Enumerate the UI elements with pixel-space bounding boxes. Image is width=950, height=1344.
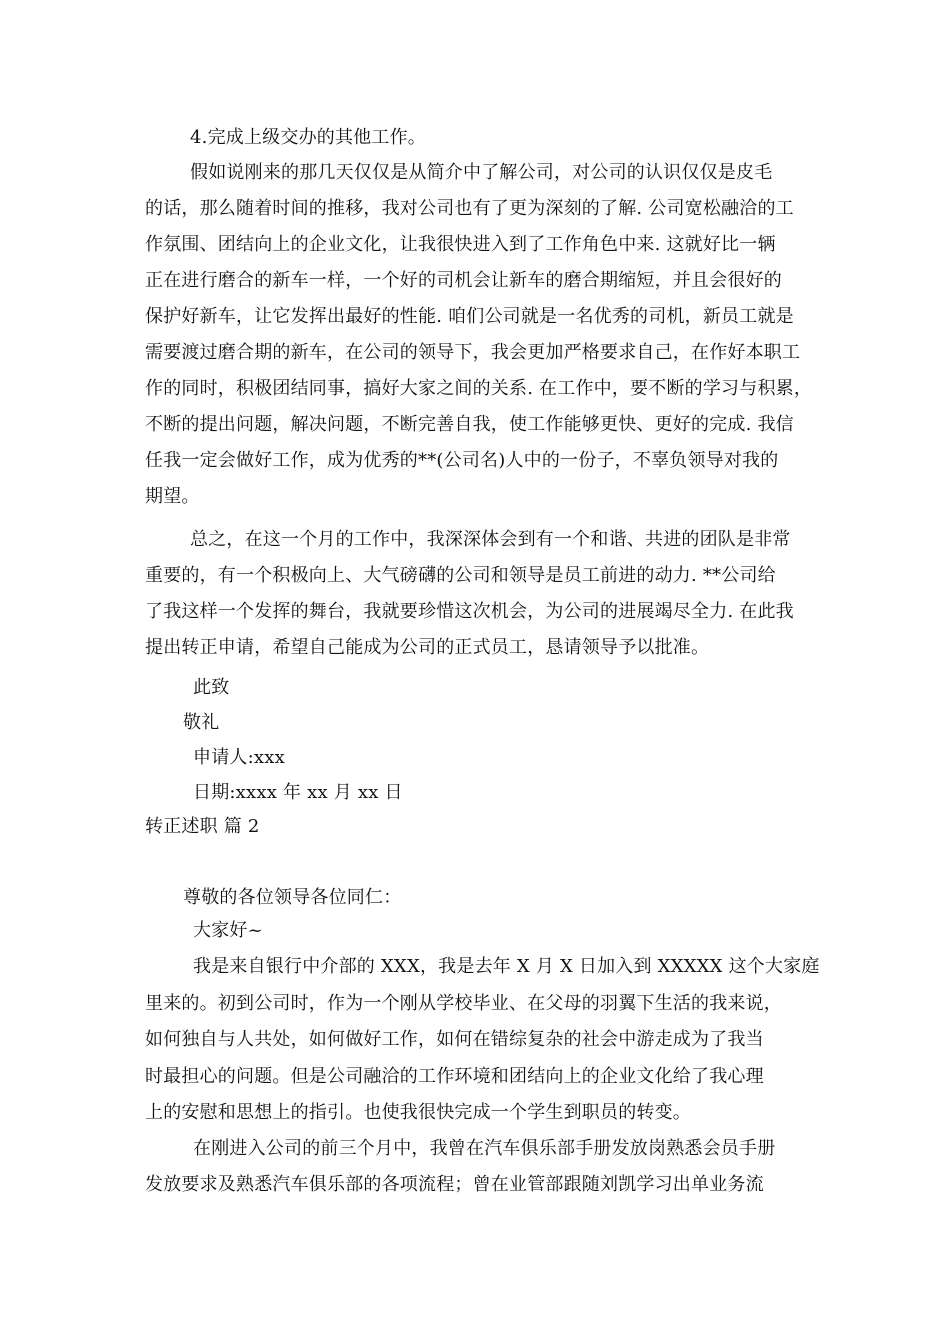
paragraph-line: 作氛围、团结向上的企业文化，让我很快进入到了工作角色中来. 这就好比一辆	[145, 234, 776, 255]
paragraph-line: 里来的。初到公司时，作为一个刚从学校毕业、在父母的羽翼下生活的我来说，	[145, 993, 782, 1014]
section-heading: 转正述职 篇 2	[145, 816, 260, 837]
paragraph-line: 我是来自银行中介部的 XXX，我是去年 X 月 X 日加入到 XXXXX 这个大家庭	[193, 956, 820, 977]
paragraph-line: 的话，那么随着时间的推移，我对公司也有了更为深刻的了解. 公司宽松融洽的工	[145, 198, 794, 219]
paragraph-line: 在刚进入公司的前三个月中，我曾在汽车俱乐部手册发放岗熟悉会员手册	[193, 1138, 776, 1159]
greeting-line: 尊敬的各位领导各位同仁：	[183, 887, 402, 908]
paragraph-line: 正在进行磨合的新车一样，一个好的司机会让新车的磨合期缩短，并且会很好的	[145, 270, 782, 291]
list-item-4: 4.完成上级交办的其他工作。	[190, 127, 426, 148]
paragraph-line: 假如说刚来的那几天仅仅是从简介中了解公司，对公司的认识仅仅是皮毛	[190, 162, 773, 183]
applicant-line: 申请人:xxx	[193, 747, 285, 768]
greeting-line: 大家好~	[193, 920, 263, 941]
closing-salutation: 此致	[193, 677, 230, 698]
paragraph-line: 发放要求及熟悉汽车俱乐部的各项流程；曾在业管部跟随刘凯学习出单业务流	[145, 1174, 764, 1195]
paragraph-line: 提出转正申请，希望自己能成为公司的正式员工，恳请领导予以批准。	[145, 637, 710, 658]
paragraph-line: 总之，在这一个月的工作中，我深深体会到有一个和谐、共进的团队是非常	[190, 529, 791, 550]
paragraph-line: 如何独自与人共处，如何做好工作，如何在错综复杂的社会中游走成为了我当	[145, 1029, 764, 1050]
paragraph-line: 了我这样一个发挥的舞台，我就要珍惜这次机会，为公司的进展竭尽全力. 在此我	[145, 601, 794, 622]
paragraph-line: 需要渡过磨合期的新车，在公司的领导下，我会更加严格要求自己，在作好本职工	[145, 342, 801, 363]
paragraph-line: 不断的提出问题，解决问题，不断完善自我，使工作能够更快、更好的完成. 我信	[145, 414, 794, 435]
date-line: 日期:xxxx 年 xx 月 xx 日	[193, 782, 403, 803]
paragraph-line: 作的同时，积极团结同事，搞好大家之间的关系. 在工作中，要不断的学习与积累，	[145, 378, 813, 399]
paragraph-line: 重要的，有一个积极向上、大气磅礴的公司和领导是员工前进的动力. **公司给	[145, 565, 776, 586]
paragraph-line: 保护好新车，让它发挥出最好的性能. 咱们公司就是一名优秀的司机，新员工就是	[145, 306, 794, 327]
paragraph-line: 期望。	[145, 486, 200, 507]
paragraph-line: 上的安慰和思想上的指引。也使我很快完成一个学生到职员的转变。	[145, 1102, 691, 1123]
closing-regards: 敬礼	[183, 712, 220, 733]
paragraph-line: 任我一定会做好工作，成为优秀的**(公司名)人中的一份子，不辜负领导对我的	[145, 450, 779, 471]
paragraph-line: 时最担心的问题。但是公司融洽的工作环境和团结向上的企业文化给了我心理	[145, 1066, 764, 1087]
